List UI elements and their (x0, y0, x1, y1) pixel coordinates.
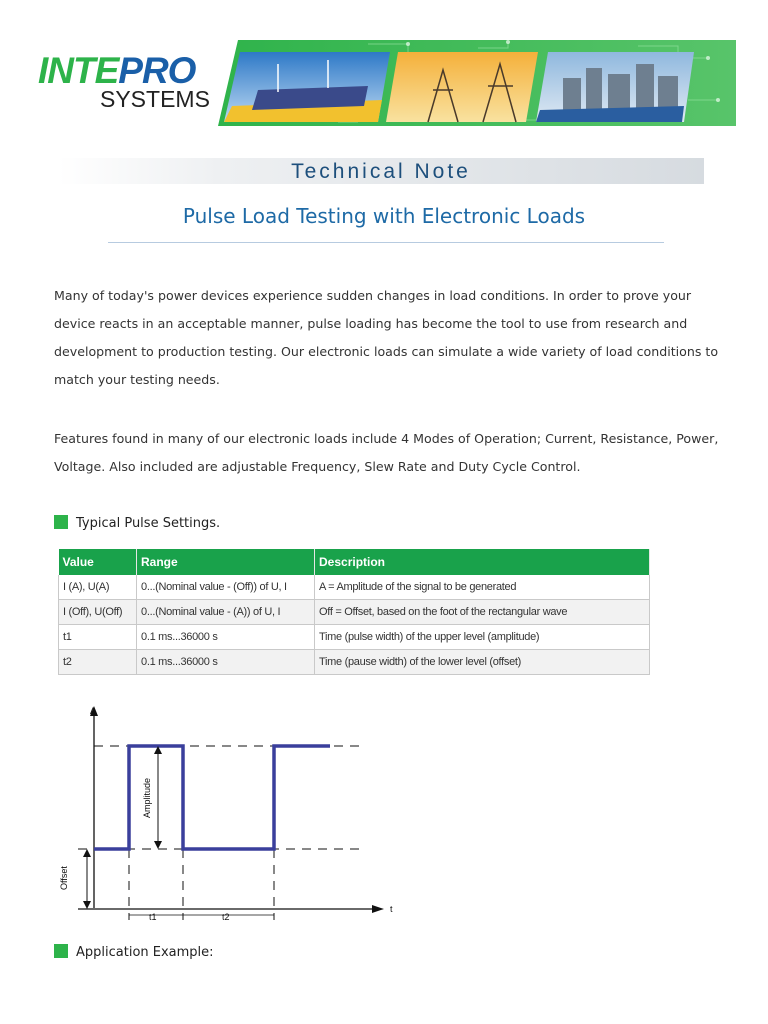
technical-note-label: Technical Note (291, 160, 471, 183)
intepro-logo (38, 52, 210, 111)
table-row (59, 625, 650, 650)
table-cell: 0...(Nominal value - (Off)) of U, I (137, 575, 315, 600)
table-cell: t2 (59, 650, 137, 675)
pulse-waveform-diagram (50, 700, 400, 930)
table-row (59, 650, 650, 675)
table-cell: Off = Offset, based on the foot of the rectangular wave (315, 600, 650, 625)
logo-inte: INTE (38, 50, 119, 91)
x-axis-label: t (390, 904, 393, 914)
x-axis-arrow-icon (372, 905, 384, 913)
page-header (0, 0, 768, 150)
technical-note-bar (58, 158, 704, 184)
typical-settings-heading (54, 515, 220, 531)
table-cell: Time (pause width) of the lower level (offset) (315, 650, 650, 675)
y-axis-label: A (90, 706, 97, 716)
table-cell: t1 (59, 625, 137, 650)
table-cell: Time (pulse width) of the upper level (amplitude) (315, 625, 650, 650)
table-cell: 0.1 ms...36000 s (137, 650, 315, 675)
application-example-heading (54, 944, 214, 960)
title-divider (108, 242, 664, 243)
table-row (59, 575, 650, 600)
table-header-range: Range (137, 549, 315, 575)
pulse-settings-table (58, 549, 650, 675)
header-banner-image (218, 40, 736, 130)
logo-systems: SYSTEMS (100, 86, 210, 112)
table-row (59, 600, 650, 625)
table-header-row (59, 549, 650, 575)
features-paragraph: Features found in many of our electronic loads include 4 Modes of Operation; Current, Resistance, Power, Voltage. Also included are adjustable Frequency, Slew Rate and Duty Cycle Control. (54, 431, 719, 474)
t2-label: t2 (222, 912, 230, 922)
table-header-description: Description (315, 549, 650, 575)
intro-paragraph: Many of today's power devices experience sudden changes in load conditions. In order to prove your device reacts in an acceptable manner, pulse loading has become the tool to use from research and development to production testing. Our electronic loads can simulate a wide variety of load conditions to match your testing needs. (54, 288, 719, 387)
application-example-label: Application Example: (76, 945, 214, 960)
amplitude-label: Amplitude (142, 777, 152, 818)
green-bullet-icon (54, 944, 68, 958)
green-bullet-icon (54, 515, 68, 529)
table-cell: A = Amplitude of the signal to be generated (315, 575, 650, 600)
offset-arrow-up-icon (83, 849, 91, 857)
table-cell: I (Off), U(Off) (59, 600, 137, 625)
table-cell: I (A), U(A) (59, 575, 137, 600)
typical-settings-label: Typical Pulse Settings. (76, 516, 221, 531)
pulse-waveform (94, 746, 330, 849)
table-header-value: Value (59, 549, 137, 575)
table-cell: 0...(Nominal value - (A)) of U, I (137, 600, 315, 625)
t1-label: t1 (149, 912, 157, 922)
table-cell: 0.1 ms...36000 s (137, 625, 315, 650)
page-title: Pulse Load Testing with Electronic Loads (182, 204, 586, 228)
amplitude-arrow-down-icon (154, 841, 162, 849)
offset-label: Offset (59, 866, 69, 890)
logo-pro: PRO (118, 50, 196, 91)
offset-arrow-down-icon (83, 901, 91, 909)
